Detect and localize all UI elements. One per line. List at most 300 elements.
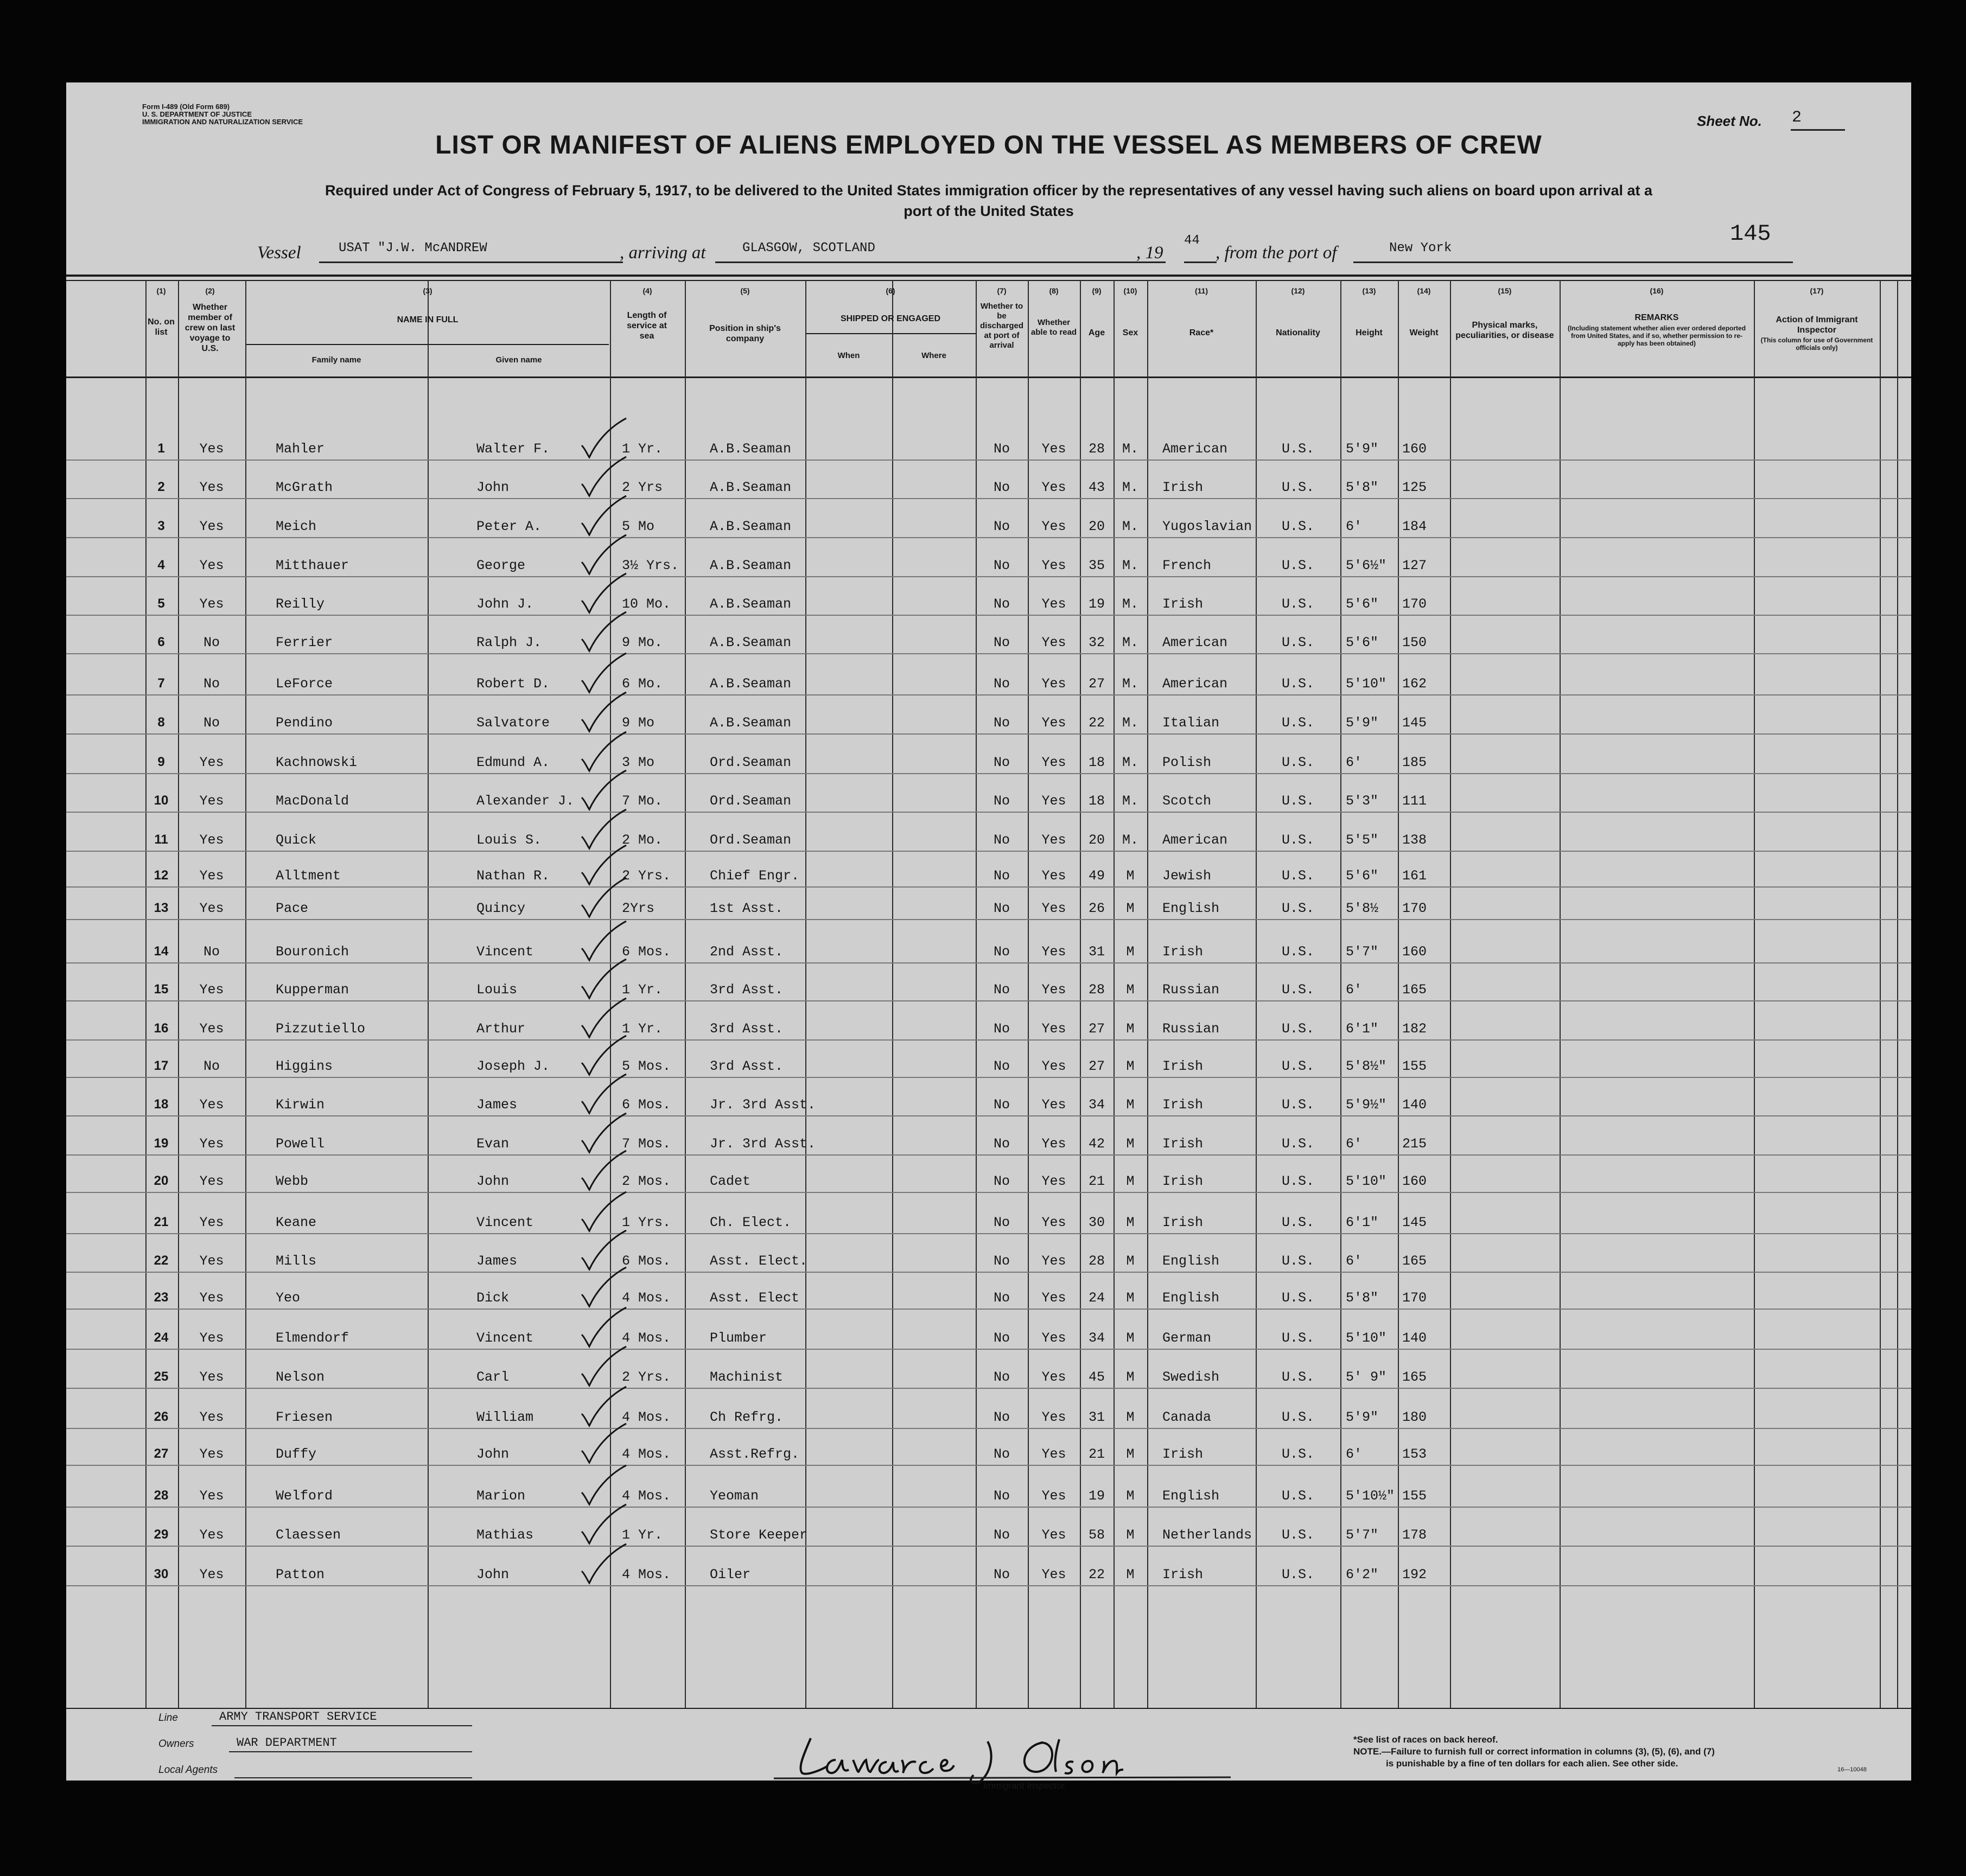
cell-nationality: U.S. (1281, 1136, 1314, 1152)
cell-read: Yes (1041, 901, 1066, 916)
column-divider (1147, 280, 1148, 1708)
cell-weight: 160 (1402, 1173, 1427, 1189)
check-mark (580, 651, 628, 694)
owners-label: Owners (158, 1738, 194, 1750)
year-value: 44 (1184, 233, 1200, 248)
row-rule (66, 1077, 1911, 1078)
cell-family: Welford (276, 1488, 333, 1504)
cell-last: Yes (199, 755, 224, 770)
cell-age: 27 (1088, 1021, 1105, 1037)
cell-last: Yes (199, 1215, 224, 1230)
cell-service: 10 Mo. (622, 596, 671, 612)
cell-discharged: No (993, 982, 1010, 998)
cell-last: Yes (199, 1290, 224, 1306)
cell-last: Yes (199, 1136, 224, 1152)
row-rule (66, 773, 1911, 774)
column-divider (1398, 280, 1399, 1708)
cell-read: Yes (1041, 480, 1066, 495)
cell-nationality: U.S. (1281, 1488, 1314, 1504)
cell-height: 5'5" (1346, 832, 1379, 848)
cell-service: 6 Mos. (622, 944, 671, 960)
cell-position: A.B.Seaman (710, 558, 792, 573)
cell-age: 20 (1088, 519, 1105, 534)
line-label: Line (158, 1712, 178, 1724)
cell-service: 6 Mo. (622, 676, 663, 692)
cell-weight: 145 (1402, 1215, 1427, 1230)
cell-family: Patton (276, 1567, 325, 1583)
cell-nationality: U.S. (1281, 793, 1314, 809)
cell-position: A.B.Seaman (710, 596, 792, 612)
cell-given: Mathias (476, 1527, 534, 1543)
cell-family: Reilly (276, 596, 325, 612)
cell-read: Yes (1041, 755, 1066, 770)
vessel-underline (319, 261, 623, 263)
cell-nationality: U.S. (1281, 1253, 1314, 1269)
cell-nationality: U.S. (1281, 1173, 1314, 1189)
cell-no: 4 (157, 558, 165, 572)
cell-race: Scotch (1162, 793, 1212, 809)
cell-service: 4 Mos. (622, 1488, 671, 1504)
cell-sex: M (1126, 1058, 1135, 1074)
name-group-divider (245, 344, 609, 345)
cell-nationality: U.S. (1281, 676, 1314, 692)
cell-race: Irish (1162, 1215, 1204, 1230)
cell-nationality: U.S. (1281, 596, 1314, 612)
cell-read: Yes (1041, 1136, 1066, 1152)
row-rule (66, 1388, 1911, 1389)
cell-position: Chief Engr. (710, 868, 800, 884)
col-8-header: Whether able to read (1030, 318, 1077, 337)
cell-height: 5'7" (1346, 944, 1379, 960)
line-value: ARMY TRANSPORT SERVICE (219, 1710, 377, 1724)
check-mark (580, 730, 628, 773)
cell-race: Irish (1162, 1097, 1204, 1113)
cell-no: 16 (154, 1021, 169, 1036)
cell-read: Yes (1041, 1021, 1066, 1037)
col-4-header: Length of service at sea (627, 311, 667, 341)
column-divider (1880, 280, 1881, 1708)
cell-family: McGrath (276, 480, 333, 495)
check-mark (580, 1502, 628, 1546)
cell-given: George (476, 558, 526, 573)
cell-sex: M. (1122, 676, 1138, 692)
cell-race: Canada (1162, 1409, 1212, 1425)
cell-discharged: No (993, 1173, 1010, 1189)
col-6-when-header: When (837, 351, 860, 360)
cell-position: Jr. 3rd Asst. (710, 1097, 816, 1113)
cell-discharged: No (993, 715, 1010, 731)
cell-discharged: No (993, 944, 1010, 960)
col-5-header: Position in ship's company (709, 324, 781, 343)
row-rule (66, 653, 1911, 654)
cell-service: 2 Mos. (622, 1173, 671, 1189)
cell-no: 24 (154, 1330, 169, 1345)
cell-weight: 111 (1402, 793, 1427, 809)
cell-height: 6' (1346, 755, 1363, 770)
cell-race: Irish (1162, 480, 1204, 495)
cell-discharged: No (993, 1330, 1010, 1346)
col-4-number: (4) (642, 286, 652, 295)
check-mark (580, 571, 628, 615)
cell-family: Nelson (276, 1369, 325, 1385)
cell-read: Yes (1041, 944, 1066, 960)
cell-height: 5'6" (1346, 635, 1379, 650)
row-rule (66, 1192, 1911, 1193)
cell-given: Quincy (476, 901, 526, 916)
col-15-number: (15) (1498, 286, 1512, 295)
row-rule (66, 537, 1911, 538)
cell-position: Oiler (710, 1567, 751, 1583)
cell-age: 31 (1088, 1409, 1105, 1425)
page-title: LIST OR MANIFEST OF ALIENS EMPLOYED ON THE VESSEL AS MEMBERS OF CREW (435, 131, 1542, 159)
cell-service: 5 Mo (622, 519, 655, 534)
cell-given: Vincent (476, 1215, 534, 1230)
cell-read: Yes (1041, 1097, 1066, 1113)
cell-last: Yes (199, 596, 224, 612)
cell-position: Asst. Elect. (710, 1253, 808, 1269)
cell-height: 6' (1346, 982, 1363, 998)
year-label: , 19 (1136, 243, 1163, 263)
cell-height: 5'6" (1346, 596, 1379, 612)
cell-read: Yes (1041, 832, 1066, 848)
cell-race: Irish (1162, 944, 1204, 960)
cell-last: Yes (199, 982, 224, 998)
cell-position: Ord.Seaman (710, 755, 792, 770)
cell-service: 4 Mos. (622, 1409, 671, 1425)
check-mark (580, 1265, 628, 1309)
cell-age: 26 (1088, 901, 1105, 916)
cell-family: Higgins (276, 1058, 333, 1074)
cell-service: 2Yrs (622, 901, 655, 916)
cell-family: Alltment (276, 868, 341, 884)
manifest-sheet (66, 82, 1911, 1791)
cell-discharged: No (993, 635, 1010, 650)
cell-given: Ralph J. (476, 635, 542, 650)
cell-race: English (1162, 1290, 1220, 1306)
cell-sex: M. (1122, 519, 1138, 534)
cell-race: Netherlands (1162, 1527, 1252, 1543)
row-rule (66, 1585, 1911, 1586)
from-port-label: , from the port of (1216, 243, 1337, 263)
check-mark (580, 919, 628, 962)
cell-nationality: U.S. (1281, 1527, 1314, 1543)
cell-last: No (203, 635, 220, 650)
cell-discharged: No (993, 793, 1010, 809)
cell-position: A.B.Seaman (710, 519, 792, 534)
cell-family: MacDonald (276, 793, 349, 809)
header-bottom-border (66, 377, 1911, 378)
cell-race: Swedish (1162, 1369, 1220, 1385)
cell-read: Yes (1041, 1446, 1066, 1462)
cell-age: 31 (1088, 944, 1105, 960)
check-mark (580, 610, 628, 653)
cell-last: Yes (199, 1488, 224, 1504)
cell-weight: 155 (1402, 1488, 1427, 1504)
cell-discharged: No (993, 1369, 1010, 1385)
cell-sex: M. (1122, 832, 1138, 848)
column-divider (1897, 280, 1898, 1708)
cell-read: Yes (1041, 868, 1066, 884)
cell-given: John (476, 1173, 510, 1189)
cell-age: 27 (1088, 1058, 1105, 1074)
cell-no: 5 (157, 596, 165, 611)
cell-sex: M (1126, 1527, 1135, 1543)
cell-weight: 162 (1402, 676, 1427, 692)
cell-last: Yes (199, 1097, 224, 1113)
cell-position: Store Keeper (710, 1527, 808, 1543)
row-rule (66, 851, 1911, 852)
cell-height: 6'1" (1346, 1021, 1379, 1037)
cell-service: 1 Yr. (622, 1021, 663, 1037)
cell-given: John J. (476, 596, 534, 612)
cell-sex: M (1126, 944, 1135, 960)
cell-read: Yes (1041, 676, 1066, 692)
row-rule (66, 886, 1911, 888)
cell-discharged: No (993, 1567, 1010, 1583)
cell-service: 2 Yrs. (622, 868, 671, 884)
cell-sex: M (1126, 1330, 1135, 1346)
cell-nationality: U.S. (1281, 1058, 1314, 1074)
cell-position: Ord.Seaman (710, 793, 792, 809)
cell-given: Nathan R. (476, 868, 550, 884)
cell-race: Irish (1162, 1173, 1204, 1189)
cell-height: 5'10" (1346, 676, 1387, 692)
col-16-note: (Including statement whether alien ever ordered deported from United States, and if so, whether permission to re-apply has been obtained) (1567, 324, 1746, 347)
col-2-number: (2) (205, 286, 215, 295)
check-mark (580, 996, 628, 1039)
cell-read: Yes (1041, 596, 1066, 612)
check-mark (580, 1190, 628, 1233)
arriving-underline (715, 261, 1166, 263)
check-mark (580, 690, 628, 733)
cell-sex: M (1126, 1369, 1135, 1385)
cell-discharged: No (993, 480, 1010, 495)
cell-read: Yes (1041, 715, 1066, 731)
cell-family: Kachnowski (276, 755, 358, 770)
cell-given: Peter A. (476, 519, 542, 534)
print-code: 16—10048 (1837, 1766, 1867, 1773)
cell-weight: 165 (1402, 1253, 1427, 1269)
cell-discharged: No (993, 558, 1010, 573)
cell-nationality: U.S. (1281, 635, 1314, 650)
col-3-given-header: Given name (495, 355, 542, 365)
col-2-header: Whether member of crew on last voyage to U.S. (184, 303, 236, 353)
cell-service: 2 Mo. (622, 832, 663, 848)
cell-no: 30 (154, 1567, 169, 1581)
cell-height: 5'8" (1346, 480, 1379, 495)
cell-family: Webb (276, 1173, 309, 1189)
cell-sex: M (1126, 1290, 1135, 1306)
cell-nationality: U.S. (1281, 868, 1314, 884)
cell-family: Pace (276, 901, 309, 916)
cell-race: American (1162, 832, 1228, 848)
cell-weight: 140 (1402, 1097, 1427, 1113)
col-12-number: (12) (1291, 286, 1305, 295)
cell-read: Yes (1041, 1215, 1066, 1230)
cell-last: Yes (199, 793, 224, 809)
local-agents-label: Local Agents (158, 1764, 218, 1776)
cell-weight: 192 (1402, 1567, 1427, 1583)
col-14-number: (14) (1417, 286, 1431, 295)
cell-given: Carl (476, 1369, 510, 1385)
check-mark (580, 1344, 628, 1388)
cell-no: 7 (157, 676, 165, 691)
col-9-number: (9) (1092, 286, 1102, 295)
cell-sex: M (1126, 1097, 1135, 1113)
cell-service: 3 Mo (622, 755, 655, 770)
cell-race: English (1162, 901, 1220, 916)
table-top-border (66, 275, 1911, 277)
cell-age: 28 (1088, 982, 1105, 998)
column-divider (685, 280, 686, 1708)
cell-sex: M (1126, 1215, 1135, 1230)
row-rule (66, 694, 1911, 695)
cell-service: 7 Mo. (622, 793, 663, 809)
column-divider (1450, 280, 1451, 1708)
cell-age: 27 (1088, 676, 1105, 692)
cell-given: Louis S. (476, 832, 542, 848)
cell-read: Yes (1041, 1567, 1066, 1583)
cell-nationality: U.S. (1281, 1567, 1314, 1583)
cell-family: Keane (276, 1215, 317, 1230)
cell-last: Yes (199, 1527, 224, 1543)
cell-last: Yes (199, 1567, 224, 1583)
cell-nationality: U.S. (1281, 755, 1314, 770)
cell-read: Yes (1041, 1369, 1066, 1385)
cell-weight: 184 (1402, 519, 1427, 534)
cell-read: Yes (1041, 793, 1066, 809)
cell-sex: M. (1122, 441, 1138, 457)
cell-race: German (1162, 1330, 1212, 1346)
cell-no: 17 (154, 1058, 169, 1073)
cell-discharged: No (993, 1021, 1010, 1037)
check-mark (580, 533, 628, 576)
cell-nationality: U.S. (1281, 441, 1314, 457)
row-rule (66, 1349, 1911, 1350)
cell-last: Yes (199, 480, 224, 495)
col-3-header: NAME IN FULL (397, 315, 459, 324)
cell-read: Yes (1041, 1253, 1066, 1269)
form-code: Form I-489 (Old Form 689) U. S. DEPARTMENT OF JUSTICE IMMIGRATION AND NATURALIZATION SERVICE (142, 103, 303, 126)
row-rule (66, 1546, 1911, 1547)
col-5-number: (5) (740, 286, 750, 295)
cell-no: 18 (154, 1097, 169, 1112)
cell-race: Russian (1162, 1021, 1220, 1037)
cell-nationality: U.S. (1281, 1097, 1314, 1113)
cell-age: 58 (1088, 1527, 1105, 1543)
cell-nationality: U.S. (1281, 901, 1314, 916)
column-divider (1560, 280, 1561, 1708)
cell-sex: M. (1122, 480, 1138, 495)
cell-no: 19 (154, 1136, 169, 1151)
col-14-header: Weight (1409, 328, 1439, 337)
col-9-header: Age (1088, 328, 1105, 337)
cell-nationality: U.S. (1281, 1369, 1314, 1385)
cell-discharged: No (993, 1253, 1010, 1269)
cell-height: 5'10½" (1346, 1488, 1395, 1504)
cell-given: Salvatore (476, 715, 550, 731)
cell-weight: 170 (1402, 596, 1427, 612)
column-divider (805, 280, 806, 1708)
cell-given: Walter F. (476, 441, 550, 457)
cell-given: Vincent (476, 944, 534, 960)
cell-given: John (476, 480, 510, 495)
check-mark (580, 1072, 628, 1115)
cell-sex: M. (1122, 715, 1138, 731)
subtitle-line-2: port of the United States (904, 203, 1074, 219)
cell-weight: 165 (1402, 1369, 1427, 1385)
cell-service: 1 Yrs. (622, 1215, 671, 1230)
cell-weight: 155 (1402, 1058, 1427, 1074)
col-1-number: (1) (156, 286, 166, 295)
col-7-number: (7) (997, 286, 1007, 295)
cell-sex: M. (1122, 558, 1138, 573)
cell-nationality: U.S. (1281, 1330, 1314, 1346)
cell-discharged: No (993, 901, 1010, 916)
cell-height: 5'7" (1346, 1527, 1379, 1543)
cell-no: 1 (157, 441, 165, 456)
cell-family: Mahler (276, 441, 325, 457)
row-rule (66, 1000, 1911, 1001)
cell-height: 5' 9" (1346, 1369, 1387, 1385)
cell-nationality: U.S. (1281, 982, 1314, 998)
cell-family: LeForce (276, 676, 333, 692)
row-rule (66, 1465, 1911, 1466)
cell-position: Asst.Refrg. (710, 1446, 800, 1462)
check-mark (580, 1542, 628, 1585)
column-divider (1340, 280, 1341, 1708)
cell-no: 13 (154, 901, 169, 915)
cell-no: 2 (157, 480, 165, 494)
cell-race: Irish (1162, 596, 1204, 612)
line-underline (212, 1725, 472, 1726)
cell-height: 6' (1346, 1253, 1363, 1269)
cell-service: 9 Mo. (622, 635, 663, 650)
cell-discharged: No (993, 1136, 1010, 1152)
cell-position: 3rd Asst. (710, 982, 784, 998)
arriving-port: GLASGOW, SCOTLAND (742, 241, 875, 256)
cell-no: 15 (154, 982, 169, 997)
cell-age: 19 (1088, 596, 1105, 612)
arriving-label: , arriving at (620, 243, 706, 263)
col-16-header: REMARKS (1634, 313, 1679, 322)
cell-family: Duffy (276, 1446, 317, 1462)
cell-sex: M (1126, 1446, 1135, 1462)
cell-service: 1 Yr. (622, 982, 663, 998)
cell-no: 21 (154, 1215, 169, 1229)
cell-weight: 153 (1402, 1446, 1427, 1462)
row-rule (66, 1507, 1911, 1508)
cell-weight: 127 (1402, 558, 1427, 573)
sheet-number: 2 (1792, 109, 1802, 127)
cell-age: 28 (1088, 441, 1105, 457)
col-6-where-header: Where (921, 351, 946, 360)
cell-last: Yes (199, 558, 224, 573)
cell-no: 22 (154, 1253, 169, 1268)
cell-height: 5'10" (1346, 1173, 1387, 1189)
cell-position: Ch. Elect. (710, 1215, 792, 1230)
cell-family: Bouronich (276, 944, 349, 960)
cell-no: 8 (157, 715, 165, 730)
stamp-number: 145 (1730, 221, 1771, 247)
cell-last: Yes (199, 1021, 224, 1037)
cell-given: Alexander J. (476, 793, 575, 809)
cell-position: A.B.Seaman (710, 715, 792, 731)
cell-position: Cadet (710, 1173, 751, 1189)
cell-discharged: No (993, 596, 1010, 612)
cell-height: 5'9" (1346, 1409, 1379, 1425)
cell-age: 21 (1088, 1173, 1105, 1189)
